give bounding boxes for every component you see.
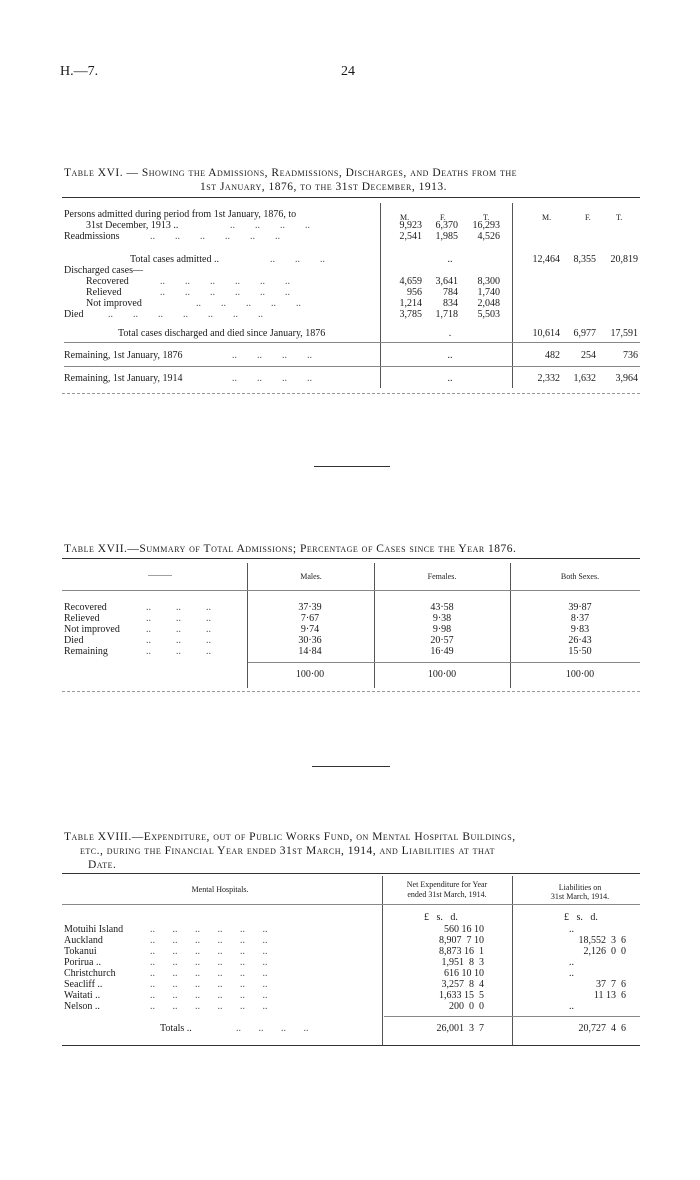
table-17-totals-rule <box>248 662 640 663</box>
table-18-liability: 2,126 0 0 <box>583 946 626 957</box>
table-17-title: Table XVII.—Summary of Total Admissions; Percentage of Cases since the Year 1876. <box>64 543 517 555</box>
table-16-leader-dots: .. .. .. .. <box>232 350 312 361</box>
table-18-leader-dots: .. .. .. .. .. .. <box>150 924 268 935</box>
table-17-leader-dots: .. .. .. <box>146 613 211 624</box>
table-17-cell-both: 9·83 <box>570 624 590 635</box>
table-16-cell-m: 3,785 <box>399 309 422 320</box>
table-17-leader-dots: .. .. .. <box>146 602 211 613</box>
table-18-col-net-line2: ended 31st March, 1914. <box>407 890 487 899</box>
table-18-liability: 18,552 3 6 <box>578 935 626 946</box>
table-16-row-label: Persons admitted during period from 1st January, 1876, to <box>64 209 297 220</box>
table-18-lsd-net: £ s. d. <box>424 912 458 923</box>
table-16-cell-t: 2,048 <box>477 298 500 309</box>
table-16-cell-t-right: 17,591 <box>610 328 638 339</box>
table-16-row-label: Relieved <box>86 287 122 298</box>
table-16-col-t-left: T. <box>483 213 490 222</box>
table-18-leader-dots: .. .. .. .. .. .. <box>150 946 268 957</box>
table-18-col-net-line1: Net Expenditure for Year <box>406 880 488 889</box>
table-17-col-females: Females. <box>427 572 457 581</box>
table-17-divider-2 <box>374 563 375 688</box>
table-18-leader-dots: .. .. .. .. .. .. <box>150 957 268 968</box>
table-16-cell-t: 8,300 <box>477 276 500 287</box>
table-16-cell-t: 1,740 <box>477 287 500 298</box>
table-16-divider-1 <box>380 203 381 388</box>
table-17-total-males: 100·00 <box>295 669 325 680</box>
table-16-title-line2: 1st January, 1876, to the 31st December, 1913. <box>200 181 447 193</box>
table-17-divider-3 <box>510 563 511 688</box>
table-18-top-rule <box>62 873 640 874</box>
table-17-row-label: Died <box>64 635 84 646</box>
table-18-col-hospitals: Mental Hospitals. <box>191 885 249 894</box>
table-16-cell-m: 2,541 <box>399 231 422 242</box>
table-16-dot-placeholder: .. <box>447 350 453 361</box>
section-separator <box>314 466 390 467</box>
table-18-divider-1 <box>382 876 383 1046</box>
table-16-row-label: Remaining, 1st January, 1914 <box>64 373 183 384</box>
table-17-cell-females: 20·57 <box>430 635 454 646</box>
table-17-cell-females: 43·58 <box>430 602 454 613</box>
table-17-cell-males: 7·67 <box>300 613 320 624</box>
table-16-row-label: Remaining, 1st January, 1876 <box>64 350 183 361</box>
table-17-total-females: 100·00 <box>427 669 457 680</box>
table-17-col-both: Both Sexes. <box>560 572 600 581</box>
table-17-header-rule <box>62 590 640 591</box>
table-18-totals-label: Totals .. <box>160 1023 192 1034</box>
table-18-hospital-name: Motuihi Island <box>64 924 124 935</box>
page-number: 24 <box>341 64 355 79</box>
table-16-row-label: Total cases admitted .. <box>130 254 219 265</box>
table-18-divider-2 <box>512 876 513 1046</box>
table-18-net-expenditure: 560 16 10 <box>444 924 484 935</box>
table-16-cell-f: 1,985 <box>435 231 458 242</box>
table-16-leader-dots: .. .. .. .. <box>230 220 310 231</box>
table-17-cell-males: 37·39 <box>298 602 322 613</box>
table-18-net-expenditure: 200 0 0 <box>449 1001 484 1012</box>
table-16-dot-placeholder: . <box>448 328 452 339</box>
table-16-row-label: Died <box>64 309 84 320</box>
table-17-cell-females: 16·49 <box>430 646 454 657</box>
table-16-cell-t: 5,503 <box>477 309 500 320</box>
table-16-cell-m-right: 482 <box>545 350 560 361</box>
table-18-liability: .. <box>569 1001 574 1012</box>
table-18-net-expenditure: 8,907 7 10 <box>439 935 484 946</box>
table-17-top-rule <box>62 558 640 559</box>
table-18-bottom-rule <box>62 1045 640 1046</box>
table-16-row-label: Readmissions <box>64 231 120 242</box>
table-18-hospital-name: Porirua .. <box>64 957 101 968</box>
table-16-cell-f: 3,641 <box>435 276 458 287</box>
table-18-leader-dots: .. .. .. .. .. .. <box>150 979 268 990</box>
table-18-net-expenditure: 8,873 16 1 <box>439 946 484 957</box>
table-16-cell-f: 784 <box>443 287 458 298</box>
table-18-totals-rule <box>384 1016 640 1017</box>
table-16-cell-f-right: 254 <box>581 350 596 361</box>
table-17-col-blank: ——— <box>148 570 172 579</box>
table-16-col-f-left: F. <box>440 213 446 222</box>
table-16-cell-t-right: 3,964 <box>615 373 638 384</box>
table-16-title-line1: Table XVI. — Showing the Admissions, Readmissions, Discharges, and Deaths from the <box>64 167 518 179</box>
table-16-row-label: Not improved <box>86 298 142 309</box>
table-16-leader-dots: .. .. .. .. .. .. <box>160 276 290 287</box>
table-16-cell-f-right: 8,355 <box>573 254 596 265</box>
table-17-cell-both: 15·50 <box>568 646 592 657</box>
table-18-hospital-name: Nelson .. <box>64 1001 100 1012</box>
table-16-cell-f-right: 1,632 <box>573 373 596 384</box>
table-16-col-m-left: M. <box>400 213 410 222</box>
table-16-row-label: Total cases discharged and died since January, 1876 <box>118 328 326 339</box>
table-17-cell-females: 9·38 <box>432 613 452 624</box>
table-18-leader-dots: .. .. .. .. <box>236 1023 309 1034</box>
table-17-cell-both: 8·37 <box>570 613 590 624</box>
table-17-cell-females: 9·98 <box>432 624 452 635</box>
table-18-liability: .. <box>569 924 574 935</box>
table-16-cell-m-right: 10,614 <box>532 328 560 339</box>
table-16-col-t-right: T. <box>616 213 623 222</box>
table-18-title-line3: Date. <box>88 859 117 871</box>
table-16-dot-placeholder: .. <box>447 254 453 265</box>
table-16-cell-f-right: 6,977 <box>573 328 596 339</box>
table-16-cell-m: 4,659 <box>399 276 422 287</box>
table-16-leader-dots: .. .. .. .. .. <box>196 298 301 309</box>
table-18-hospital-name: Waitati .. <box>64 990 101 1001</box>
table-16-cell-m: 9,923 <box>399 220 422 231</box>
table-17-col-males: Males. <box>300 572 322 581</box>
table-18-net-expenditure: 1,633 15 5 <box>439 990 484 1001</box>
table-17-cell-males: 30·36 <box>298 635 322 646</box>
table-16-cell-t: 4,526 <box>477 231 500 242</box>
table-16-rule-mid <box>64 342 640 343</box>
table-17-cell-males: 9·74 <box>300 624 320 635</box>
table-17-total-both: 100·00 <box>565 669 595 680</box>
table-18-leader-dots: .. .. .. .. .. .. <box>150 1001 268 1012</box>
table-18-hospital-name: Auckland <box>64 935 103 946</box>
table-16-leader-dots: .. .. .. .. .. .. <box>150 231 280 242</box>
table-16-col-m-right: M. <box>542 213 552 222</box>
table-17-bottom-rule <box>62 691 640 692</box>
table-18-leader-dots: .. .. .. .. .. .. <box>150 935 268 946</box>
table-18-net-expenditure: 616 10 10 <box>444 968 484 979</box>
table-16-cell-t-right: 20,819 <box>610 254 638 265</box>
table-16-row-label: Recovered <box>86 276 129 287</box>
table-17-leader-dots: .. .. .. <box>146 646 211 657</box>
table-17-cell-both: 26·43 <box>568 635 592 646</box>
table-18-liability: 37 7 6 <box>596 979 626 990</box>
table-16-leader-dots: .. .. .. .. .. .. .. <box>108 309 263 320</box>
table-17-cell-both: 39·87 <box>568 602 592 613</box>
table-16-dot-placeholder: .. <box>447 373 453 384</box>
table-16-leader-dots: .. .. .. .. <box>232 373 312 384</box>
table-18-leader-dots: .. .. .. .. .. .. <box>150 990 268 1001</box>
table-18-title-line2: etc., during the Financial Year ended 31st March, 1914, and Liabilities at that <box>80 845 496 857</box>
table-18-col-liab-line1: Liabilities on <box>558 883 602 892</box>
table-18-title-line1: Table XVIII.—Expenditure, out of Public Works Fund, on Mental Hospital Buildings, <box>64 831 516 843</box>
table-16-cell-m: 1,214 <box>399 298 422 309</box>
table-16-cell-f: 834 <box>443 298 458 309</box>
table-16-cell-f: 6,370 <box>435 220 458 231</box>
table-16-row-label: Discharged cases— <box>64 265 143 276</box>
table-17-cell-males: 14·84 <box>298 646 322 657</box>
table-18-hospital-name: Christchurch <box>64 968 116 979</box>
table-17-leader-dots: .. .. .. <box>146 635 211 646</box>
table-16-cell-t-right: 736 <box>623 350 638 361</box>
table-16-cell-m: 956 <box>407 287 422 298</box>
table-16-bottom-rule <box>62 393 640 394</box>
table-16-leader-dots: .. .. .. <box>270 254 325 265</box>
table-18-hospital-name: Tokanui <box>64 946 97 957</box>
table-18-liability: 11 13 6 <box>593 990 626 1001</box>
table-18-total-liability: 20,727 4 6 <box>578 1023 626 1034</box>
table-18-leader-dots: .. .. .. .. .. .. <box>150 968 268 979</box>
table-16-cell-m-right: 12,464 <box>532 254 560 265</box>
table-18-liability: .. <box>569 957 574 968</box>
table-18-net-expenditure: 3,257 8 4 <box>441 979 484 990</box>
table-18-header-rule <box>62 904 640 905</box>
table-17-row-label: Recovered <box>64 602 107 613</box>
table-16-top-rule <box>62 197 640 198</box>
table-16-rule-mid2 <box>64 366 640 367</box>
table-18-hospital-name: Seacliff .. <box>64 979 103 990</box>
table-16-cell-m-right: 2,332 <box>537 373 560 384</box>
table-18-lsd-liab: £ s. d. <box>564 912 598 923</box>
section-separator <box>312 766 390 767</box>
table-16-cell-f: 1,718 <box>435 309 458 320</box>
table-18-net-expenditure: 1,951 8 3 <box>441 957 484 968</box>
table-16-cell-t: 16,293 <box>472 220 500 231</box>
table-18-col-liab-line2: 31st March, 1914. <box>550 892 610 901</box>
table-16-row-label: 31st December, 1913 .. <box>86 220 179 231</box>
table-17-leader-dots: .. .. .. <box>146 624 211 635</box>
table-17-row-label: Not improved <box>64 624 120 635</box>
table-18-liability: .. <box>569 968 574 979</box>
table-17-row-label: Relieved <box>64 613 100 624</box>
table-17-row-label: Remaining <box>64 646 108 657</box>
table-16-col-f-right: F. <box>585 213 591 222</box>
table-16-leader-dots: .. .. .. .. .. .. <box>160 287 290 298</box>
table-18-total-expenditure: 26,001 3 7 <box>436 1023 484 1034</box>
header-ref: H.—7. <box>60 64 99 79</box>
table-16-divider-2 <box>512 203 513 388</box>
table-17-divider-1 <box>247 563 248 688</box>
